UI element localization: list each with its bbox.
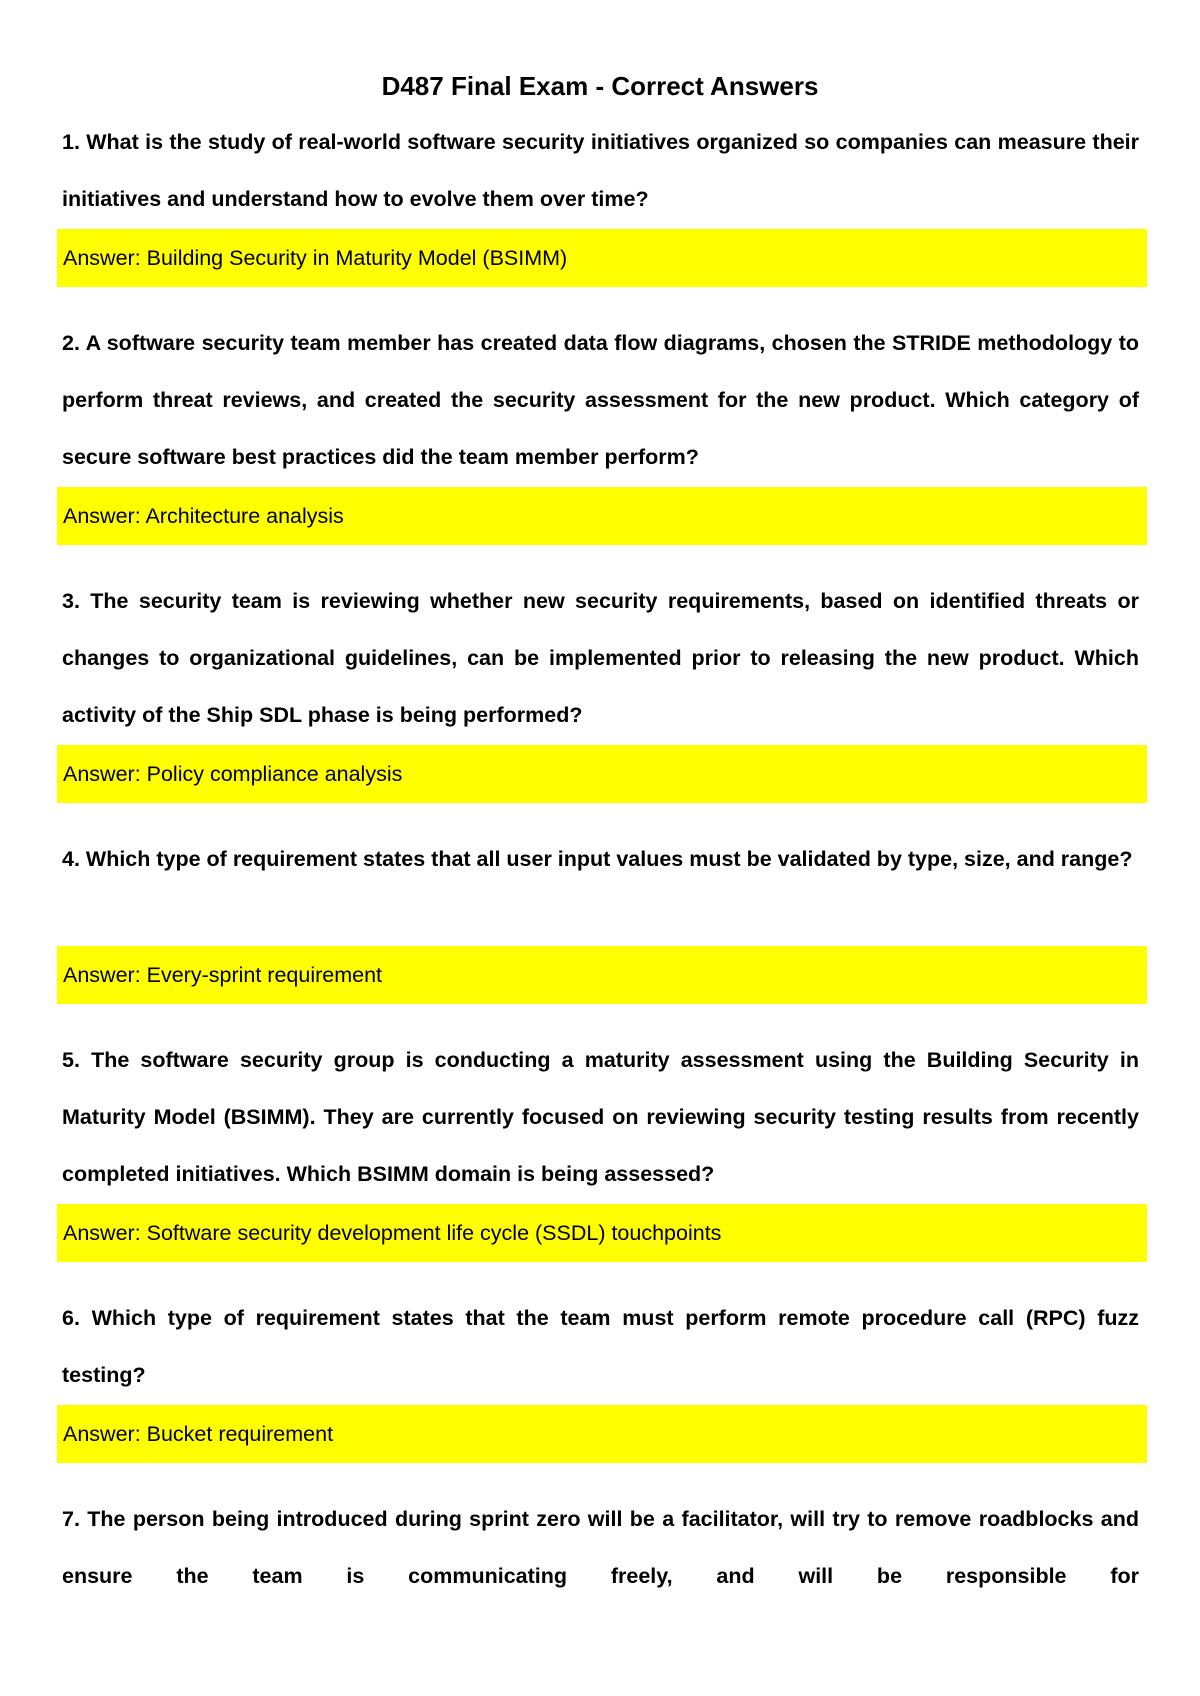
question-6: 6. Which type of requirement states that the team must perform remote procedure call (RPC) fuzz testing? xyxy=(62,1306,1139,1387)
answer-3: Answer: Policy compliance analysis xyxy=(57,745,1147,803)
question-7: 7. The person being introduced during sprint zero will be a facilitator, will try to remove roadblocks and ensure the team is communicating freely, and will be responsible for xyxy=(62,1507,1139,1588)
answer-4: Answer: Every-sprint requirement xyxy=(57,946,1147,1004)
answer-6: Answer: Bucket requirement xyxy=(57,1405,1147,1463)
document-title: D487 Final Exam - Correct Answers xyxy=(381,71,819,101)
question-1: 1. What is the study of real-world software security initiatives organized so companies can measure their initiatives and understand how to evolve them over time? xyxy=(62,130,1139,211)
question-3: 3. The security team is reviewing whether new security requirements, based on identified threats or changes to organizational guidelines, can be implemented prior to releasing the new product. Which activity of the Ship SDL phase is being performed? xyxy=(62,589,1139,727)
question-2: 2. A software security team member has created data flow diagrams, chosen the STRIDE methodology to perform threat reviews, and created the security assessment for the new product. Which category of secure software best practices did the team member perform? xyxy=(62,331,1139,469)
question-5: 5. The software security group is conducting a maturity assessment using the Building Security in Maturity Model (BSIMM). They are currently focused on reviewing security testing results from recently completed initiatives. Which BSIMM domain is being assessed? xyxy=(62,1048,1139,1186)
answer-5: Answer: Software security development life cycle (SSDL) touchpoints xyxy=(57,1204,1147,1262)
question-4: 4. Which type of requirement states that all user input values must be validated by type, size, and range? xyxy=(62,847,1133,871)
answer-1: Answer: Building Security in Maturity Model (BSIMM) xyxy=(57,229,1147,287)
answer-2: Answer: Architecture analysis xyxy=(57,487,1147,545)
